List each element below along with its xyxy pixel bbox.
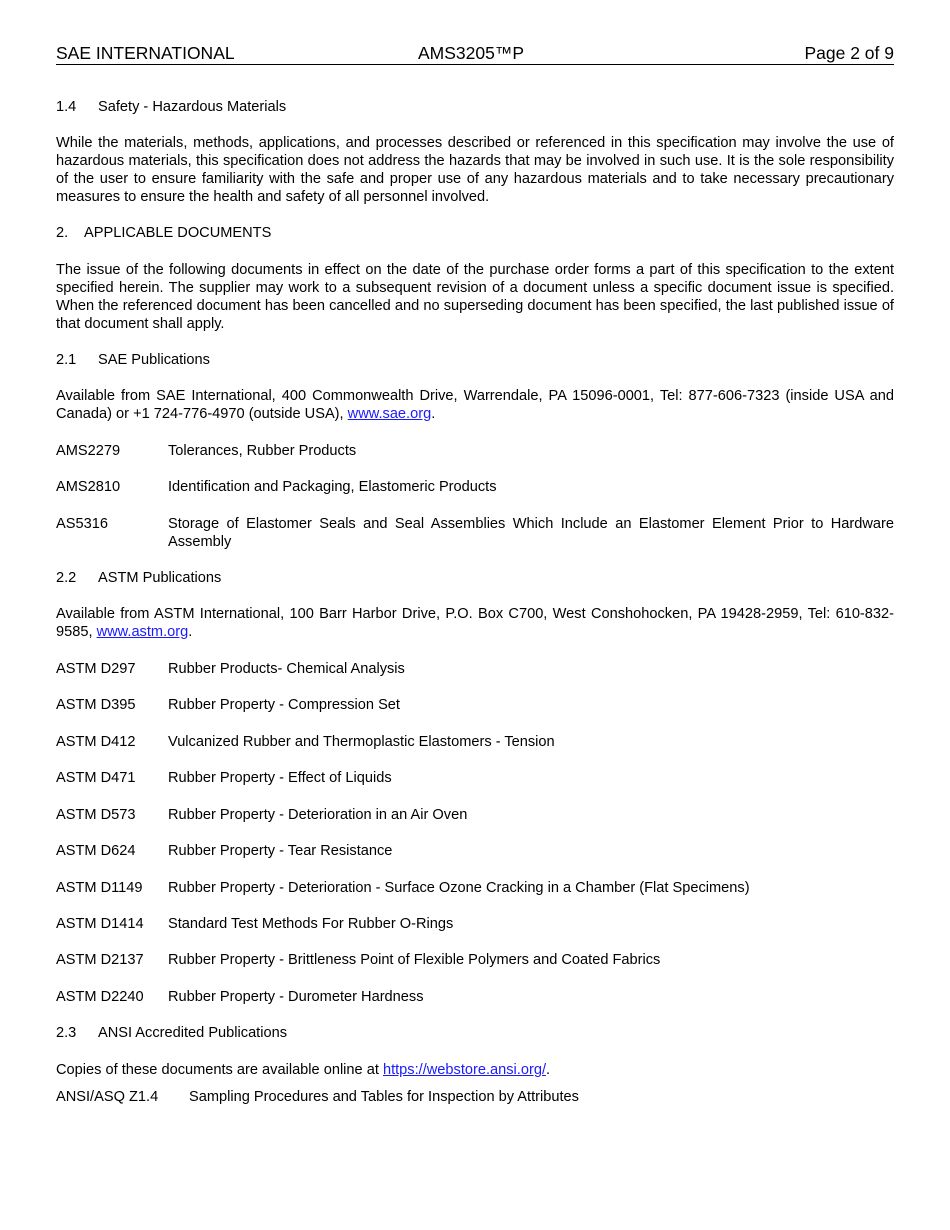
sae-website-link[interactable]: www.sae.org bbox=[347, 406, 432, 422]
section-title: APPLICABLE DOCUMENTS bbox=[84, 225, 272, 241]
reference-code: ASTM D412 bbox=[56, 734, 136, 750]
reference-code: ASTM D1414 bbox=[56, 916, 144, 932]
header-organization: SAE INTERNATIONAL bbox=[56, 43, 235, 63]
section-1-4-body: While the materials, methods, applications, and processes described or referenced in this specification may involve the use of hazardous materials, this specification does not address the hazards that may be involved in such use. It is the sole responsibility of the user to ensure familiarity with the safe and proper use of any hazardous materials and to take necessary precautionary measures to ensure the health and safety of all personnel involved. bbox=[56, 135, 894, 205]
reference-title: Rubber Property - Tear Resistance bbox=[168, 843, 393, 859]
reference-title: Tolerances, Rubber Products bbox=[168, 443, 357, 459]
section-number: 1.4 bbox=[56, 99, 77, 115]
reference-title: Rubber Property - Deterioration - Surface Ozone Cracking in a Chamber (Flat Specimens) bbox=[168, 880, 750, 896]
reference-code: ANSI/ASQ Z1.4 bbox=[56, 1089, 159, 1105]
header-document-number: AMS3205™P bbox=[418, 43, 525, 63]
header-page-number: Page 2 of 9 bbox=[804, 43, 894, 63]
ansi-availability-end: . bbox=[546, 1062, 551, 1078]
reference-code: AS5316 bbox=[56, 516, 108, 532]
ansi-availability-paragraph bbox=[56, 1061, 894, 1079]
reference-title: Identification and Packaging, Elastomeric Products bbox=[168, 479, 497, 495]
reference-title: Rubber Property - Durometer Hardness bbox=[168, 989, 424, 1005]
section-title: SAE Publications bbox=[98, 352, 210, 368]
section-2-2-heading bbox=[56, 569, 894, 587]
sae-availability-end: . bbox=[431, 406, 436, 422]
astm-website-link[interactable]: www.astm.org bbox=[96, 624, 189, 640]
reference-title: Rubber Products- Chemical Analysis bbox=[168, 661, 405, 677]
reference-code: ASTM D573 bbox=[56, 807, 136, 823]
section-1-4-heading bbox=[56, 98, 894, 116]
section-number: 2.3 bbox=[56, 1025, 77, 1041]
section-2-3-heading bbox=[56, 1024, 894, 1042]
section-number: 2.2 bbox=[56, 570, 77, 586]
section-2-body: The issue of the following documents in effect on the date of the purchase order forms a part of this specification to the extent specified herein. The supplier may work to a subsequent revision of a document unless a specific document issue is specified. When the referenced document has been cancelled and no superseding document has been specified, the last published issue of that document shall apply. bbox=[56, 262, 894, 332]
reference-title: Rubber Property - Deterioration in an Air Oven bbox=[168, 807, 468, 823]
sae-availability-text: Available from SAE International, 400 Commonwealth Drive, Warrendale, PA 15096-0001, Tel: 877-606-7323 (inside USA and Canada) or +1 724-776-4970 (outside USA), bbox=[56, 388, 894, 422]
reference-code: ASTM D297 bbox=[56, 661, 136, 677]
section-title: Safety - Hazardous Materials bbox=[98, 99, 287, 115]
ansi-webstore-link[interactable]: https://webstore.ansi.org/ bbox=[382, 1062, 546, 1078]
section-title: ASTM Publications bbox=[98, 570, 222, 586]
reference-title: Rubber Property - Compression Set bbox=[168, 697, 400, 713]
section-2-1-heading bbox=[56, 351, 894, 369]
reference-code: ASTM D1149 bbox=[56, 880, 143, 896]
sae-availability-paragraph bbox=[56, 387, 894, 423]
page-header bbox=[56, 43, 894, 65]
reference-code: ASTM D395 bbox=[56, 697, 136, 713]
astm-availability-paragraph bbox=[56, 605, 894, 641]
astm-availability-end: . bbox=[188, 624, 193, 640]
reference-title: Sampling Procedures and Tables for Inspection by Attributes bbox=[189, 1089, 579, 1105]
reference-title: Rubber Property - Effect of Liquids bbox=[168, 770, 392, 786]
section-number: 2.1 bbox=[56, 352, 77, 368]
reference-title: Standard Test Methods For Rubber O-Rings bbox=[168, 916, 454, 932]
reference-title: Vulcanized Rubber and Thermoplastic Elastomers - Tension bbox=[168, 734, 555, 750]
reference-code: AMS2279 bbox=[56, 443, 121, 459]
section-title: ANSI Accredited Publications bbox=[98, 1025, 288, 1041]
reference-code: ASTM D2240 bbox=[56, 989, 144, 1005]
section-number: 2. bbox=[56, 225, 69, 241]
reference-title: Rubber Property - Brittleness Point of Flexible Polymers and Coated Fabrics bbox=[168, 952, 661, 968]
reference-code: ASTM D2137 bbox=[56, 952, 144, 968]
ansi-availability-text: Copies of these documents are available online at bbox=[56, 1062, 383, 1078]
reference-code: ASTM D471 bbox=[56, 770, 136, 786]
astm-availability-text: Available from ASTM International, 100 Barr Harbor Drive, P.O. Box C700, West Conshohocken, PA 19428-2959, Tel: 610-832-9585, bbox=[56, 606, 894, 640]
reference-code: AMS2810 bbox=[56, 479, 121, 495]
reference-code: ASTM D624 bbox=[56, 843, 136, 859]
reference-title: Storage of Elastomer Seals and Seal Assemblies Which Include an Elastomer Element Prior to Hardware Assembly bbox=[168, 516, 894, 550]
section-2-heading bbox=[56, 224, 894, 242]
